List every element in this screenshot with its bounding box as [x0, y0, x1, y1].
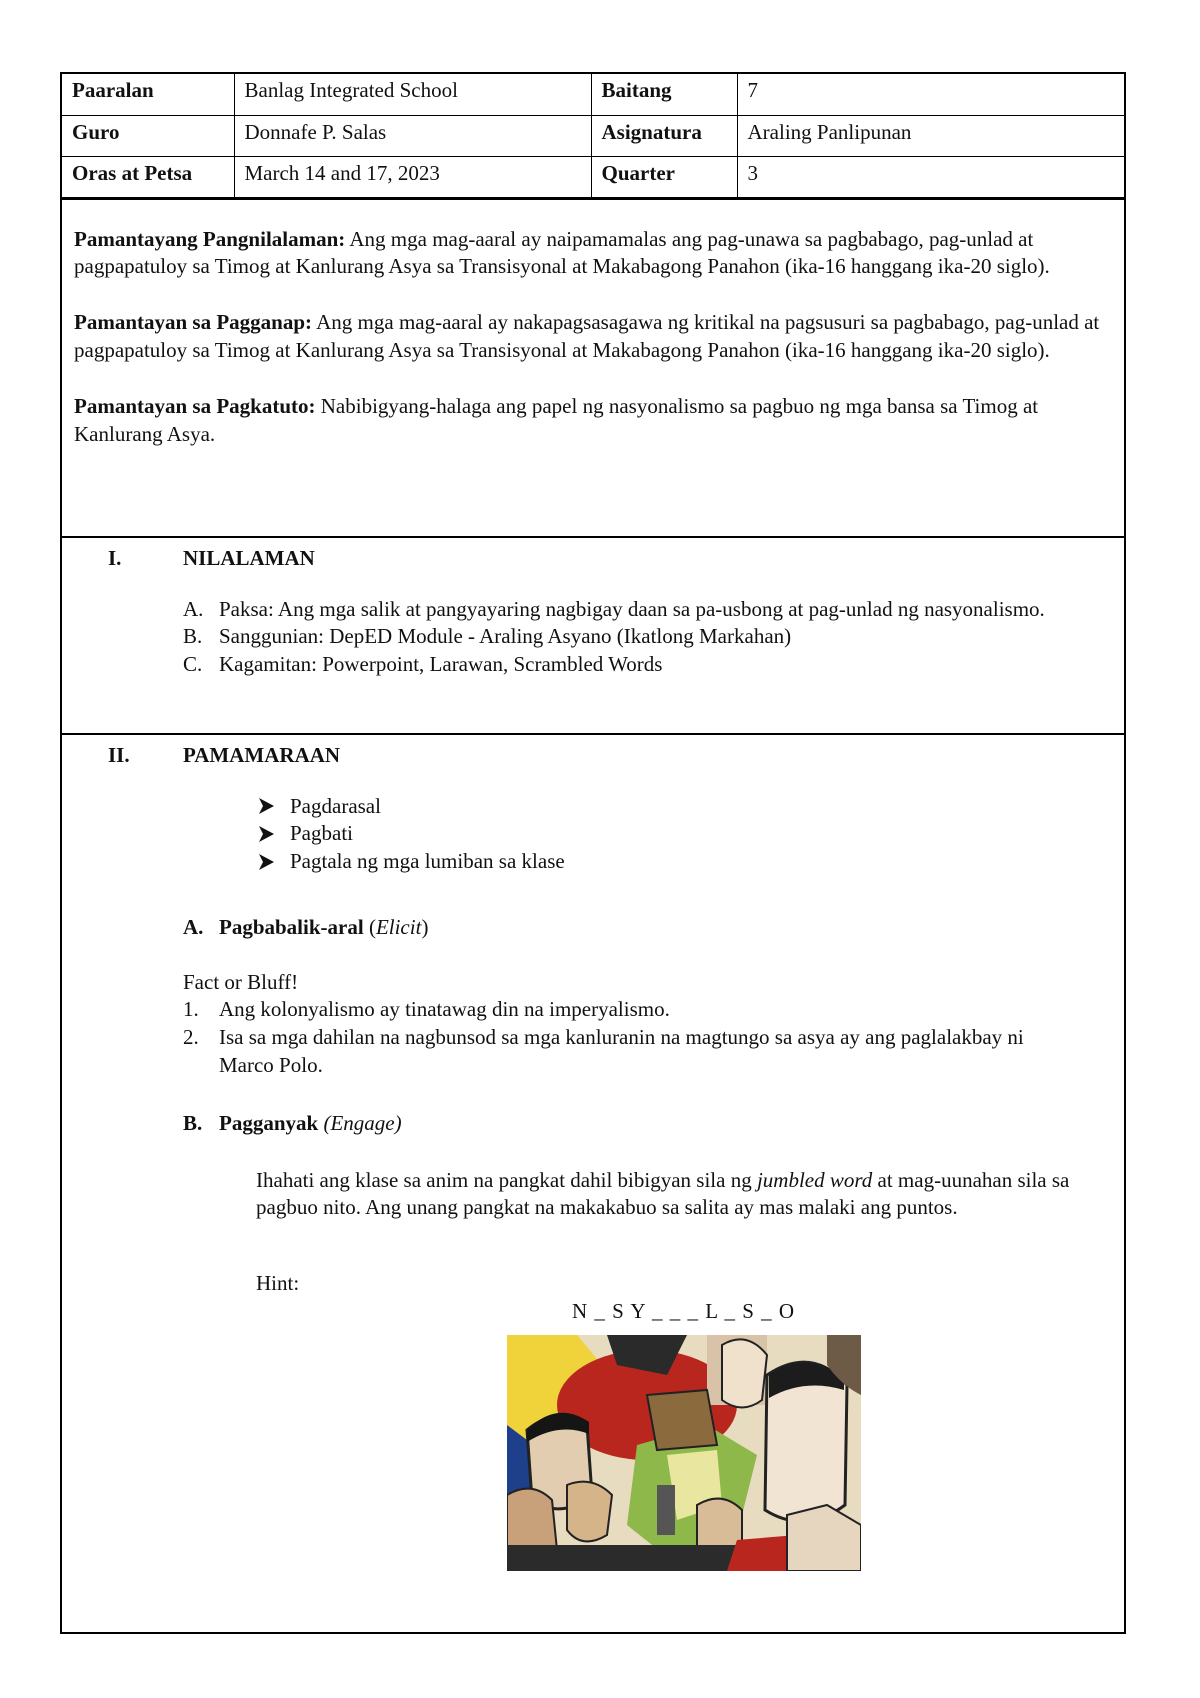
- arrow-bullet-icon: [257, 825, 275, 843]
- performance-standard-text: Ang mga mag-aaral ay nakapagsasagawa ng kritikal na pagsusuri sa pagbabago, pag-unlad at pagpapatuloy sa Timog at Kanlurang Asya sa Transisyonal at Makabagong Panahon (ika-16 hanggang ika-20 siglo).: [74, 310, 1100, 363]
- subheading-elicit: A. Pagbabalik-aral (Elicit): [183, 914, 429, 939]
- list-text: Paksa: Ang mga salik at pangyayaring nagbigay daan sa pa-usbong at pag-unlad ng nasyonalismo.: [219, 596, 1045, 621]
- arrow-bullet-icon: [257, 797, 275, 815]
- label-baitang: Baitang: [591, 74, 737, 115]
- engage-paragraph: [256, 1167, 1116, 1223]
- label-quarter: Quarter: [591, 156, 737, 197]
- subheading-sub: Engage: [330, 1110, 395, 1135]
- section-numeral-1: I.: [108, 545, 122, 570]
- section-title-pamamaraan: PAMAMARAAN: [183, 742, 341, 767]
- header-table: [62, 74, 1124, 198]
- fact-or-bluff: [183, 969, 1083, 1081]
- list-marker: C.: [183, 652, 203, 677]
- hint-label: Hint:: [256, 1270, 300, 1295]
- label-paaralan: Paaralan: [62, 74, 234, 115]
- subheading-sub: Elicit: [375, 914, 422, 939]
- value-teacher: Donnafe P. Salas: [234, 115, 591, 156]
- list-marker: A.: [183, 596, 204, 621]
- value-quarter: 3: [737, 156, 1124, 197]
- value-grade: 7: [737, 74, 1124, 115]
- list-marker: 2.: [183, 1025, 199, 1050]
- list-item: [257, 848, 565, 876]
- label-guro: Guro: [62, 115, 234, 156]
- performance-standard: [74, 309, 1112, 365]
- section-numeral-2: II.: [108, 742, 130, 767]
- list-item: [183, 623, 1063, 651]
- label-asignatura: Asignatura: [591, 115, 737, 156]
- lesson-plan-document: [60, 72, 1126, 1634]
- list-item: [257, 793, 565, 821]
- engage-text-rest: at mag-uunahan sila sa pagbuo nito. Ang unang pangkat na makakabuo sa salita ay mas malaki ang puntos.: [256, 1167, 1070, 1220]
- engage-text: Ihahati ang klase sa anim na pangkat dahil bibigyan sila ng: [256, 1167, 757, 1192]
- list-item: [183, 996, 1083, 1024]
- standards-section: [62, 198, 1124, 536]
- list-item: [183, 596, 1063, 624]
- list-marker: 1.: [183, 997, 199, 1022]
- list-text: Kagamitan: Powerpoint, Larawan, Scrambled Words: [219, 652, 663, 677]
- list-item: [257, 820, 565, 848]
- header-row-teacher: [62, 115, 1124, 156]
- list-text: Pagdarasal: [290, 793, 381, 818]
- learning-standard: [74, 393, 1112, 449]
- subheading-title: Pagganyak: [219, 1110, 319, 1135]
- header-row-date: [62, 156, 1124, 197]
- list-text: Ang kolonyalismo ay tinatawag din na imperyalismo.: [219, 997, 670, 1022]
- list-item: [183, 1024, 1083, 1080]
- list-item: [183, 651, 1063, 679]
- learning-standard-text: Nabibigyang-halaga ang papel ng nasyonalismo sa pagbuo ng mga bansa sa Timog at Kanlurang Asya.: [74, 394, 1039, 447]
- arrow-bullet-icon: [257, 853, 275, 871]
- engage-italic-term: jumbled word: [756, 1167, 873, 1192]
- nationalism-collage-image: [507, 1335, 861, 1571]
- fact-title: Fact or Bluff!: [183, 969, 299, 994]
- subheading-engage: B. Pagganyak (Engage): [183, 1110, 402, 1135]
- list-text: Isa sa mga dahilan na nagbunsod sa mga kanluranin na magtungo sa asya ay ang paglalakbay ni Marco Polo.: [219, 1025, 1024, 1078]
- performance-standard-label: Pamantayan sa Pagganap:: [74, 310, 313, 335]
- subheading-marker: A.: [183, 914, 204, 939]
- nilalaman-list: [183, 596, 1063, 680]
- section-title-nilalaman: NILALAMAN: [183, 545, 315, 570]
- list-text: Pagbati: [290, 821, 353, 846]
- pamamaraan-section: [62, 733, 1124, 1633]
- learning-standard-label: Pamantayan sa Pagkatuto:: [74, 394, 316, 419]
- value-subject: Araling Panlipunan: [737, 115, 1124, 156]
- value-date: March 14 and 17, 2023: [234, 156, 591, 197]
- jumbled-word: N _ S Y _ _ _ L _ S _ O: [572, 1298, 796, 1323]
- content-standard: [74, 226, 1112, 282]
- routine-list: [257, 793, 565, 877]
- subheading-title: Pagbabalik-aral: [219, 914, 364, 939]
- label-oras-petsa: Oras at Petsa: [62, 156, 234, 197]
- value-school: Banlag Integrated School: [234, 74, 591, 115]
- list-text: Pagtala ng mga lumiban sa klase: [290, 849, 565, 874]
- list-marker: B.: [183, 624, 203, 649]
- header-row-school: [62, 74, 1124, 115]
- content-standard-text: Ang mga mag-aaral ay naipamamalas ang pag-unawa sa pagbabago, pag-unlad at pagpapatuloy sa Timog at Kanlurang Asya sa Transisyonal at Makabagong Panahon (ika-16 hanggang ika-20 siglo).: [74, 226, 1050, 279]
- list-text: Sanggunian: DepED Module - Araling Asyano (Ikatlong Markahan): [219, 624, 792, 649]
- content-standard-label: Pamantayang Pangnilalaman:: [74, 226, 346, 251]
- subheading-marker: B.: [183, 1110, 203, 1135]
- nilalaman-section: [62, 536, 1124, 733]
